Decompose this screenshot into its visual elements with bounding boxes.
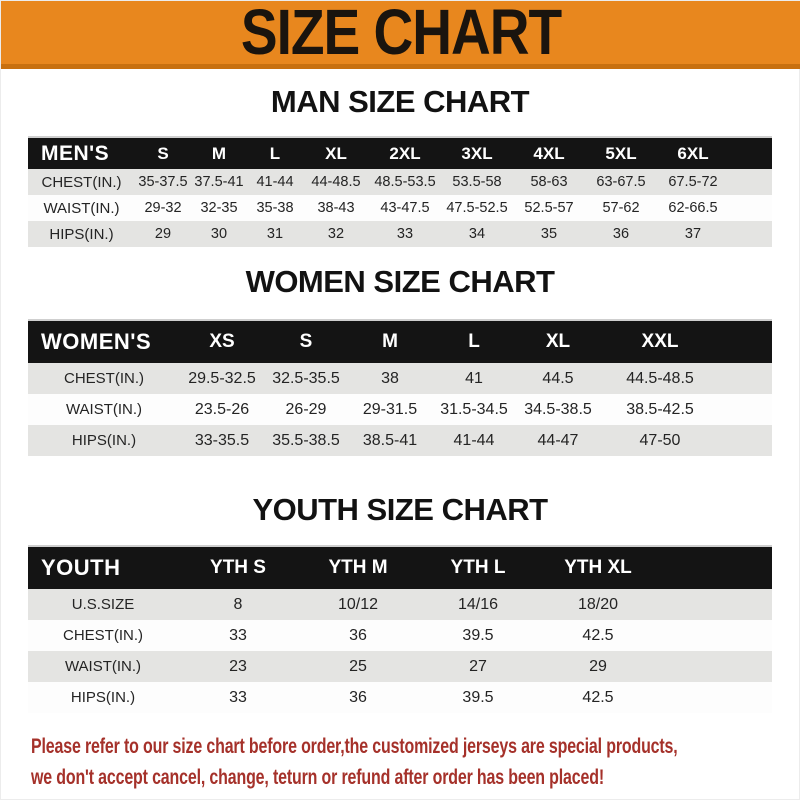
row-label: CHEST(IN.) [63, 627, 143, 644]
table-cell: 29-31.5 [362, 400, 418, 418]
men-header-row [28, 137, 772, 169]
youth-size-table [28, 545, 772, 713]
table-cell: 32-35 [200, 200, 238, 216]
men-header-label: MEN'S [28, 137, 135, 169]
row-label: WAIST(IN.) [64, 658, 142, 675]
row-spacer [729, 221, 772, 247]
men-column-header: 5XL [585, 137, 657, 169]
table-row [28, 651, 772, 682]
table-cell: 41 [465, 369, 483, 387]
youth-header-spacer [658, 546, 772, 589]
youth-header-row [28, 546, 772, 589]
women-column-header: L [432, 320, 516, 363]
table-cell: 38.5-42.5 [626, 400, 694, 418]
order-notice [31, 731, 799, 793]
table-cell: 36 [612, 226, 630, 242]
table-cell: 33 [229, 626, 247, 644]
men-column-header: S [135, 137, 191, 169]
order-notice-line-2: we don't accept cancel, change, teturn or refund after order has been placed! [31, 766, 605, 789]
youth-column-header: YTH S [178, 546, 298, 589]
table-cell: 14/16 [457, 595, 499, 613]
row-spacer [729, 169, 772, 195]
table-cell: 32 [327, 226, 345, 242]
table-cell: 27 [469, 657, 487, 675]
table-cell: 67.5-72 [668, 174, 718, 190]
men-column-header: M [191, 137, 247, 169]
row-spacer [658, 651, 772, 682]
table-cell: 35.5-38.5 [272, 431, 340, 449]
men-column-header: 6XL [657, 137, 729, 169]
table-row [28, 169, 772, 195]
banner-title: SIZE CHART [240, 0, 562, 68]
table-cell: 47-50 [639, 431, 681, 449]
table-cell: 42.5 [582, 688, 614, 706]
row-spacer [658, 589, 772, 620]
table-cell: 35-38 [256, 200, 294, 216]
row-spacer [729, 195, 772, 221]
men-size-table [28, 136, 772, 247]
table-cell: 43-47.5 [380, 200, 430, 216]
youth-column-header: YTH L [418, 546, 538, 589]
table-cell: 29-32 [144, 200, 182, 216]
table-cell: 10/12 [337, 595, 379, 613]
row-spacer [658, 620, 772, 651]
row-label: HIPS(IN.) [71, 432, 137, 449]
table-cell: 33 [396, 226, 414, 242]
women-column-header: M [348, 320, 432, 363]
section-title-men: MAN SIZE CHART [270, 84, 530, 119]
table-cell: 37.5-41 [194, 174, 244, 190]
table-cell: 63-67.5 [596, 174, 646, 190]
men-column-header: 2XL [369, 137, 441, 169]
men-table-body [28, 169, 772, 247]
women-header-label: WOMEN'S [28, 320, 180, 363]
women-column-header: XS [180, 320, 264, 363]
table-cell: 47.5-52.5 [446, 200, 508, 216]
table-cell: 29 [589, 657, 607, 675]
table-cell: 32.5-35.5 [272, 369, 340, 387]
men-header-spacer [729, 137, 772, 169]
women-column-header: XXL [600, 320, 720, 363]
table-cell: 23.5-26 [194, 400, 250, 418]
table-cell: 44.5 [542, 369, 574, 387]
row-label: CHEST(IN.) [64, 370, 144, 387]
table-cell: 31 [266, 226, 284, 242]
row-label: WAIST(IN.) [65, 401, 143, 418]
table-row [28, 195, 772, 221]
table-cell: 44-47 [537, 431, 579, 449]
table-row [28, 589, 772, 620]
row-spacer [720, 425, 772, 456]
table-cell: 25 [349, 657, 367, 675]
table-row [28, 221, 772, 247]
table-cell: 44.5-48.5 [626, 369, 694, 387]
row-label: HIPS(IN.) [49, 225, 114, 243]
table-row [28, 682, 772, 713]
table-cell: 41-44 [256, 174, 294, 190]
table-cell: 52.5-57 [524, 200, 574, 216]
table-cell: 29 [154, 226, 172, 242]
table-cell: 44-48.5 [311, 174, 361, 190]
table-cell: 34 [468, 226, 486, 242]
table-cell: 38.5-41 [362, 431, 418, 449]
women-header-row [28, 320, 772, 363]
section-title-youth: YOUTH SIZE CHART [252, 492, 548, 527]
table-cell: 38 [381, 369, 399, 387]
youth-header-label: YOUTH [28, 546, 178, 589]
table-cell: 58-63 [530, 174, 568, 190]
table-cell: 8 [233, 595, 243, 613]
table-row [28, 394, 772, 425]
men-column-header: 3XL [441, 137, 513, 169]
row-spacer [658, 682, 772, 713]
table-cell: 34.5-38.5 [524, 400, 592, 418]
table-cell: 42.5 [582, 626, 614, 644]
table-row [28, 363, 772, 394]
table-cell: 35-37.5 [138, 174, 188, 190]
row-label: CHEST(IN.) [41, 173, 122, 191]
table-cell: 39.5 [462, 688, 494, 706]
row-spacer [720, 394, 772, 425]
table-cell: 30 [210, 226, 228, 242]
table-cell: 18/20 [577, 595, 619, 613]
table-cell: 29.5-32.5 [188, 369, 256, 387]
women-column-header: S [264, 320, 348, 363]
table-row [28, 425, 772, 456]
youth-column-header: YTH XL [538, 546, 658, 589]
table-cell: 33-35.5 [194, 431, 250, 449]
table-cell: 23 [229, 657, 247, 675]
table-cell: 35 [540, 226, 558, 242]
table-row [28, 620, 772, 651]
women-column-header: XL [516, 320, 600, 363]
row-label: U.S.SIZE [71, 596, 135, 613]
table-cell: 39.5 [462, 626, 494, 644]
table-cell: 41-44 [453, 431, 495, 449]
table-cell: 33 [229, 688, 247, 706]
men-column-header: L [247, 137, 303, 169]
size-chart-banner [1, 1, 800, 69]
youth-table-body [28, 589, 772, 713]
table-cell: 57-62 [602, 200, 640, 216]
women-size-table [28, 319, 772, 456]
men-column-header: XL [303, 137, 369, 169]
row-label: WAIST(IN.) [43, 199, 120, 217]
table-cell: 37 [684, 226, 702, 242]
table-cell: 53.5-58 [452, 174, 502, 190]
table-cell: 36 [349, 626, 367, 644]
row-spacer [720, 363, 772, 394]
women-header-spacer [720, 320, 772, 363]
table-cell: 26-29 [285, 400, 327, 418]
order-notice-line-1: Please refer to our size chart before order,the customized jerseys are special products, [31, 735, 678, 758]
table-cell: 38-43 [317, 200, 355, 216]
table-cell: 36 [349, 688, 367, 706]
women-table-body [28, 363, 772, 456]
table-cell: 31.5-34.5 [440, 400, 508, 418]
row-label: HIPS(IN.) [70, 689, 136, 706]
youth-column-header: YTH M [298, 546, 418, 589]
section-title-women: WOMEN SIZE CHART [245, 264, 555, 299]
men-column-header: 4XL [513, 137, 585, 169]
table-cell: 48.5-53.5 [374, 174, 436, 190]
table-cell: 62-66.5 [668, 200, 718, 216]
